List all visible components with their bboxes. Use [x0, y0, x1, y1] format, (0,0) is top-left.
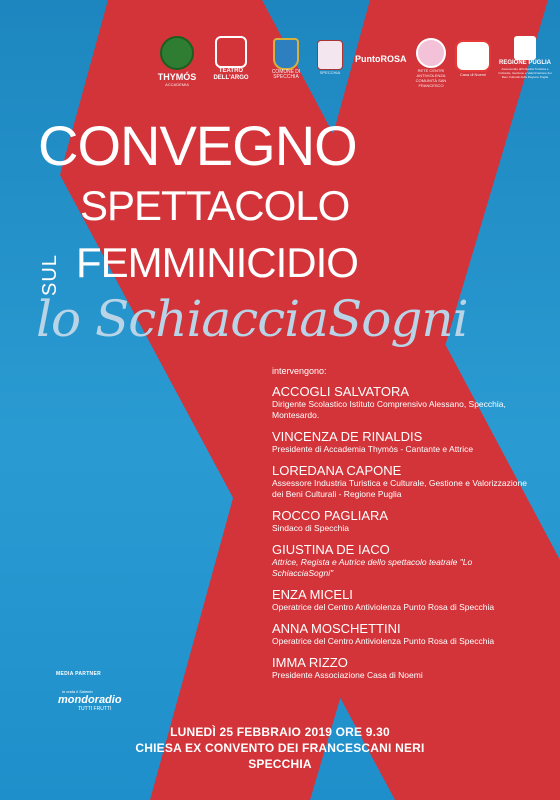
title-line-3: FEMMINICIDIO [76, 239, 358, 286]
media-partner-label: MEDIA PARTNER [56, 671, 102, 677]
event-city: SPECCHIA [248, 757, 312, 771]
casa-noemi-logo: Casa di Noemi [455, 40, 491, 77]
regione-puglia-logo: REGIONE PUGLIA Assessorato all'Industria Turistica e Culturale, Gestione e Valorizzazione dei Beni Culturali della Regione Puglia [497, 36, 553, 79]
speaker-item: ENZA MICELI Operatrice del Centro Antiviolenza Punto Rosa di Specchia [272, 587, 495, 612]
media-partner [56, 671, 122, 712]
mondoradio-sub: TUTTI FRUTTI [78, 706, 112, 712]
event-date: LUNEDÌ 25 FEBBRAIO 2019 ORE 9.30 [170, 725, 390, 739]
speakers-intro: intervengono: [272, 366, 327, 376]
media-tagline: in onda il Salento [62, 689, 93, 694]
speaker-item: IMMA RIZZO Presidente Associazione Casa di Noemi [272, 655, 423, 680]
thymos-logo: THYMÓS ACCADEMIA [155, 36, 199, 87]
speaker-item: ANNA MOSCHETTINI Operatrice del Centro Antiviolenza Punto Rosa di Specchia [272, 621, 495, 646]
speaker-item: ROCCO PAGLIARA Sindaco di Specchia [272, 508, 389, 533]
comune-specchia-crest: COMUNE DI SPECCHIA [267, 38, 305, 80]
speakers-list [272, 366, 532, 689]
event-details [0, 724, 560, 772]
show-title-script: lo SchiacciaSogni [36, 290, 468, 348]
sponsor-logos [155, 36, 555, 98]
title-line-2: SPETTACOLO [80, 182, 350, 229]
teatro-argo-logo: TEATRO DELL'ARGO [209, 36, 253, 82]
speaker-item: ACCOGLI SALVATORA Dirigente Scolastico Istituto Comprensivo Alessano, Specchia, Montesardo. [272, 384, 506, 420]
title-prefix: SUL [39, 254, 61, 296]
speaker-item: VINCENZA DE RINALDIS Presidente di Accademia Thymòs - Cantante e Attrice [272, 429, 474, 454]
event-venue: CHIESA EX CONVENTO DEI FRANCESCANI NERI [135, 741, 425, 755]
speaker-item: GIUSTINA DE IACO Attrice, Regista e Autrice dello spettacolo teatrale "Lo SchiacciaSogni" [272, 542, 473, 578]
mondoradio-logo: mondoradio [58, 694, 122, 706]
speaker-item: LOREDANA CAPONE Assessore Industria Turistica e Culturale, Gestione e Valorizzazione dei Beni Culturali - Regione Puglia [272, 463, 527, 499]
title-line-1: CONVEGNO [38, 114, 357, 177]
specchia-badge: SPECCHIA [315, 40, 345, 75]
punto-rosa-logo: PuntoROSA [355, 54, 407, 64]
rete-centri-logo: RETE CENTRI ANTIVIOLENZA COMUNITÀ SAN FRANCESCO [409, 38, 453, 88]
